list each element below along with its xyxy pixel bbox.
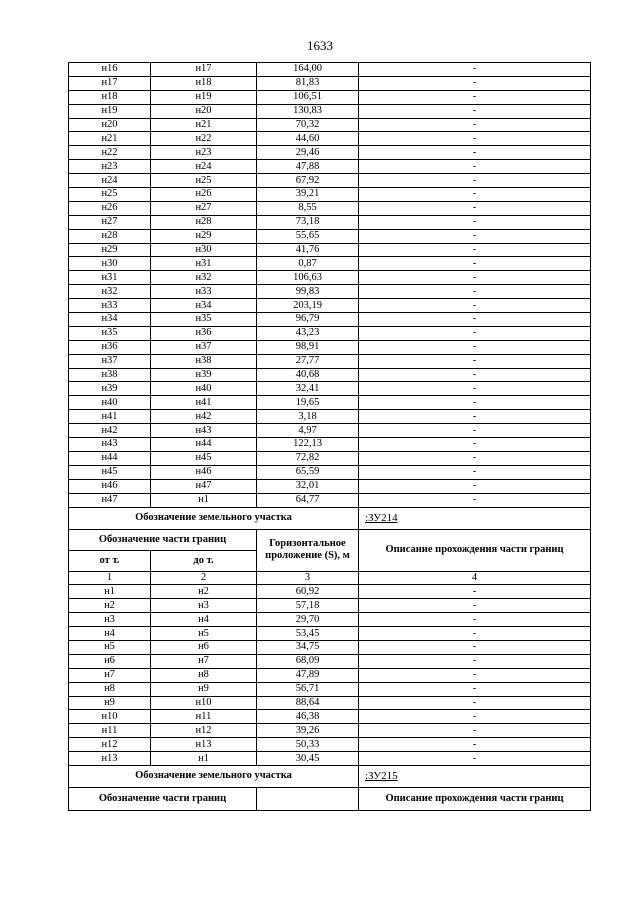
header-num-3: 3 [257,571,359,585]
cell-from: н2 [69,599,151,613]
cell-from: н34 [69,313,151,327]
table-row [69,396,591,410]
cell-description: - [359,613,591,627]
cell-description: - [359,104,591,118]
table-row [69,438,591,452]
cell-description: - [359,188,591,202]
cell-description: - [359,257,591,271]
cell-description: - [359,285,591,299]
header-description-2: Описание прохождения части границ [359,787,591,810]
cell-distance: 130,83 [257,104,359,118]
cell-distance: 68,09 [257,654,359,668]
parcel-title-row [69,507,591,529]
header-empty [257,787,359,810]
cell-distance: 81,83 [257,76,359,90]
cell-to: н26 [151,188,257,202]
table-row [69,146,591,160]
cell-description: - [359,76,591,90]
cell-from: н47 [69,493,151,507]
cell-to: н45 [151,451,257,465]
header-to: до т. [151,550,257,571]
cell-description: - [359,271,591,285]
cell-from: н21 [69,132,151,146]
parcel-code: :ЗУ214 [359,507,591,529]
cell-from: н24 [69,174,151,188]
cell-description: - [359,493,591,507]
table-row [69,285,591,299]
cell-to: н12 [151,724,257,738]
cell-to: н8 [151,668,257,682]
cell-from: н1 [69,585,151,599]
cell-to: н23 [151,146,257,160]
cell-description: - [359,201,591,215]
cell-distance: 34,75 [257,640,359,654]
cell-to: н28 [151,215,257,229]
cell-from: н6 [69,654,151,668]
table-row [69,493,591,507]
cell-from: н41 [69,410,151,424]
cell-distance: 106,51 [257,90,359,104]
cell-distance: 44,60 [257,132,359,146]
cell-description: - [359,396,591,410]
cell-from: н25 [69,188,151,202]
table-row [69,640,591,654]
cell-to: н35 [151,313,257,327]
cell-from: н39 [69,382,151,396]
cell-distance: 39,21 [257,188,359,202]
cell-distance: 70,32 [257,118,359,132]
cell-description: - [359,146,591,160]
table-row [69,326,591,340]
cell-distance: 3,18 [257,410,359,424]
cell-from: н43 [69,438,151,452]
table-row [69,479,591,493]
cell-description: - [359,465,591,479]
table-row [69,724,591,738]
cell-description: - [359,368,591,382]
cell-description: - [359,738,591,752]
cell-from: н44 [69,451,151,465]
cell-from: н35 [69,326,151,340]
table-row [69,654,591,668]
cell-description: - [359,627,591,641]
table-row [69,340,591,354]
cell-distance: 19,65 [257,396,359,410]
cell-from: н29 [69,243,151,257]
cell-from: н36 [69,340,151,354]
cell-to: н22 [151,132,257,146]
table-row [69,174,591,188]
cell-distance: 39,26 [257,724,359,738]
table-row [69,627,591,641]
cell-from: н11 [69,724,151,738]
cell-distance: 29,46 [257,146,359,160]
table-row [69,682,591,696]
cell-distance: 88,64 [257,696,359,710]
cell-distance: 96,79 [257,313,359,327]
cell-description: - [359,710,591,724]
cell-to: н40 [151,382,257,396]
table-row [69,132,591,146]
cell-description: - [359,118,591,132]
cell-from: н3 [69,613,151,627]
cell-description: - [359,424,591,438]
cell-from: н12 [69,738,151,752]
table-row [69,354,591,368]
cell-distance: 56,71 [257,682,359,696]
cell-distance: 64,77 [257,493,359,507]
cell-distance: 46,38 [257,710,359,724]
cell-from: н31 [69,271,151,285]
cell-description: - [359,299,591,313]
table-row [69,424,591,438]
cell-from: н45 [69,465,151,479]
table-row [69,63,591,77]
cell-description: - [359,340,591,354]
cell-from: н5 [69,640,151,654]
parcel-title-row-2 [69,765,591,787]
cell-to: н46 [151,465,257,479]
cell-from: н23 [69,160,151,174]
cell-to: н10 [151,696,257,710]
cell-distance: 203,19 [257,299,359,313]
cell-from: н30 [69,257,151,271]
table-row [69,104,591,118]
table-row [69,299,591,313]
cell-from: н19 [69,104,151,118]
cell-distance: 27,77 [257,354,359,368]
table-row [69,465,591,479]
cell-distance: 47,89 [257,668,359,682]
cell-to: н25 [151,174,257,188]
table-row [69,410,591,424]
cell-to: н13 [151,738,257,752]
cell-to: н3 [151,599,257,613]
boundary-table [68,62,591,811]
cell-to: н47 [151,479,257,493]
cell-from: н13 [69,752,151,766]
cell-to: н37 [151,340,257,354]
table-row [69,696,591,710]
cell-description: - [359,682,591,696]
cell-from: н37 [69,354,151,368]
table-row [69,188,591,202]
cell-description: - [359,160,591,174]
cell-description: - [359,382,591,396]
cell-from: н32 [69,285,151,299]
cell-distance: 43,23 [257,326,359,340]
cell-to: н19 [151,90,257,104]
cell-to: н6 [151,640,257,654]
cell-to: н30 [151,243,257,257]
table-row [69,668,591,682]
cell-distance: 30,45 [257,752,359,766]
cell-description: - [359,451,591,465]
cell-from: н20 [69,118,151,132]
cell-description: - [359,63,591,77]
table-row [69,313,591,327]
cell-from: н27 [69,215,151,229]
table-row [69,118,591,132]
cell-to: н38 [151,354,257,368]
cell-to: н17 [151,63,257,77]
header-description: Описание прохождения части границ [359,529,591,571]
table-row [69,368,591,382]
cell-to: н42 [151,410,257,424]
cell-to: н4 [151,613,257,627]
cell-from: н8 [69,682,151,696]
cell-description: - [359,438,591,452]
cell-from: н7 [69,668,151,682]
cell-distance: 40,68 [257,368,359,382]
cell-to: н11 [151,710,257,724]
cell-from: н28 [69,229,151,243]
cell-distance: 106,63 [257,271,359,285]
cell-from: н33 [69,299,151,313]
cell-to: н31 [151,257,257,271]
cell-from: н4 [69,627,151,641]
cell-from: н18 [69,90,151,104]
header-numbers-row [69,571,591,585]
table-row [69,710,591,724]
cell-distance: 60,92 [257,585,359,599]
cell-description: - [359,654,591,668]
cell-from: н9 [69,696,151,710]
cell-description: - [359,724,591,738]
header-parts: Обозначение части границ [69,529,257,550]
cell-distance: 4,97 [257,424,359,438]
cell-to: н27 [151,201,257,215]
cell-description: - [359,585,591,599]
cell-to: н20 [151,104,257,118]
cell-from: н16 [69,63,151,77]
header-from: от т. [69,550,151,571]
table-row [69,271,591,285]
cell-to: н44 [151,438,257,452]
table-row [69,243,591,257]
table-row [69,201,591,215]
cell-to: н5 [151,627,257,641]
table-row [69,160,591,174]
cell-from: н26 [69,201,151,215]
cell-description: - [359,90,591,104]
parcel-code-2: :ЗУ215 [359,765,591,787]
cell-distance: 0,87 [257,257,359,271]
table-row [69,215,591,229]
cell-description: - [359,696,591,710]
cell-distance: 41,76 [257,243,359,257]
cell-to: н41 [151,396,257,410]
cell-from: н42 [69,424,151,438]
cell-to: н36 [151,326,257,340]
cell-distance: 73,18 [257,215,359,229]
table-row [69,613,591,627]
cell-description: - [359,313,591,327]
header-row-3 [69,787,591,810]
cell-description: - [359,599,591,613]
header-num-4: 4 [359,571,591,585]
cell-distance: 57,18 [257,599,359,613]
cell-distance: 99,83 [257,285,359,299]
header-horizontal: Горизонтальное проложение (S), м [257,529,359,571]
block2-rows [69,585,591,766]
cell-to: н29 [151,229,257,243]
cell-distance: 72,82 [257,451,359,465]
cell-from: н10 [69,710,151,724]
table-row [69,451,591,465]
cell-description: - [359,132,591,146]
header-num-2: 2 [151,571,257,585]
cell-description: - [359,354,591,368]
table-row [69,229,591,243]
page-number: 1633 [307,38,333,53]
cell-from: н38 [69,368,151,382]
cell-description: - [359,215,591,229]
cell-distance: 29,70 [257,613,359,627]
cell-distance: 32,41 [257,382,359,396]
cell-description: - [359,243,591,257]
table-row [69,90,591,104]
cell-to: н39 [151,368,257,382]
cell-distance: 67,92 [257,174,359,188]
cell-description: - [359,229,591,243]
cell-description: - [359,174,591,188]
cell-to: н33 [151,285,257,299]
cell-distance: 65,59 [257,465,359,479]
cell-distance: 55,65 [257,229,359,243]
table-row [69,382,591,396]
cell-to: н18 [151,76,257,90]
cell-from: н17 [69,76,151,90]
cell-from: н22 [69,146,151,160]
header-parts-2: Обозначение части границ [69,787,257,810]
cell-to: н43 [151,424,257,438]
cell-to: н1 [151,493,257,507]
cell-to: н24 [151,160,257,174]
cell-to: н34 [151,299,257,313]
cell-description: - [359,668,591,682]
cell-distance: 8,55 [257,201,359,215]
cell-description: - [359,479,591,493]
block1-rows [69,63,591,508]
cell-distance: 53,45 [257,627,359,641]
header-row-1 [69,529,591,550]
cell-to: н32 [151,271,257,285]
table-row [69,585,591,599]
cell-distance: 47,88 [257,160,359,174]
header-num-1: 1 [69,571,151,585]
cell-to: н7 [151,654,257,668]
cell-from: н40 [69,396,151,410]
cell-from: н46 [69,479,151,493]
cell-to: н1 [151,752,257,766]
cell-description: - [359,752,591,766]
parcel-label-2: Обозначение земельного участка [69,765,359,787]
parcel-label: Обозначение земельного участка [69,507,359,529]
cell-distance: 32,01 [257,479,359,493]
table-row [69,752,591,766]
cell-description: - [359,640,591,654]
cell-description: - [359,410,591,424]
table-row [69,257,591,271]
cell-distance: 50,33 [257,738,359,752]
table-row [69,738,591,752]
cell-to: н9 [151,682,257,696]
table-row [69,599,591,613]
cell-to: н21 [151,118,257,132]
cell-distance: 164,00 [257,63,359,77]
cell-to: н2 [151,585,257,599]
cell-distance: 122,13 [257,438,359,452]
cell-description: - [359,326,591,340]
cell-distance: 98,91 [257,340,359,354]
table-row [69,76,591,90]
